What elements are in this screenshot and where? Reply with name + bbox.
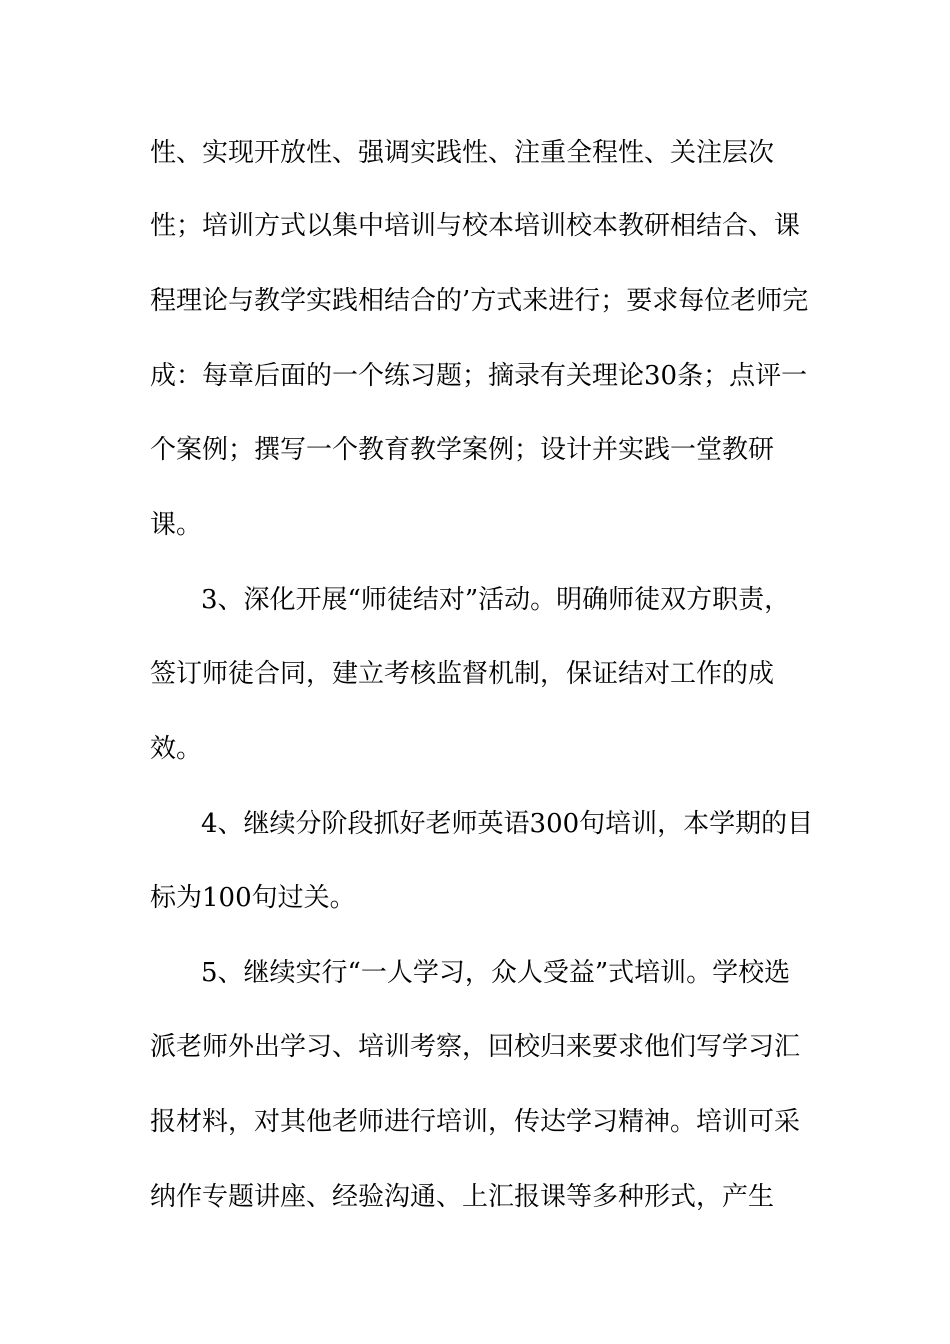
paragraph-4-line: 4、继续分阶段抓好老师英语300句培训，本学期的目: [201, 809, 814, 839]
text-line: 纳作专题讲座、经验沟通、上汇报课等多种形式，产生: [150, 1182, 775, 1212]
text-line: 课。: [150, 510, 203, 540]
text-line: 性；培训方式以集中培训与校本培训校本教研相结合、课: [150, 211, 801, 241]
paragraph-3-line: 3、深化开展“师徒结对”活动。明确师徒双方职责，: [201, 585, 791, 615]
text-line: 成：每章后面的一个练习题；摘录有关理论30条；点评一: [150, 361, 808, 391]
text-line: 签订师徒合同，建立考核监督机制，保证结对工作的成: [150, 659, 775, 689]
text-line: 个案例；撰写一个教育教学案例；设计并实践一堂教研: [150, 435, 775, 465]
text-line: 报材料，对其他老师进行培训，传达学习精神。培训可采: [150, 1107, 801, 1137]
text-line: 效。: [150, 734, 203, 764]
text-line: 程理论与教学实践相结合的’方式来进行；要求每位老师完: [150, 286, 809, 316]
text-line: 派老师外出学习、培训考察，回校归来要求他们写学习汇: [150, 1032, 801, 1062]
text-line: 标为100句过关。: [150, 883, 356, 913]
text-line: 性、实现开放性、强调实践性、注重全程性、关注层次: [150, 138, 775, 168]
paragraph-5-line: 5、继续实行“一人学习，众人受益”式培训。学校选: [201, 958, 791, 988]
